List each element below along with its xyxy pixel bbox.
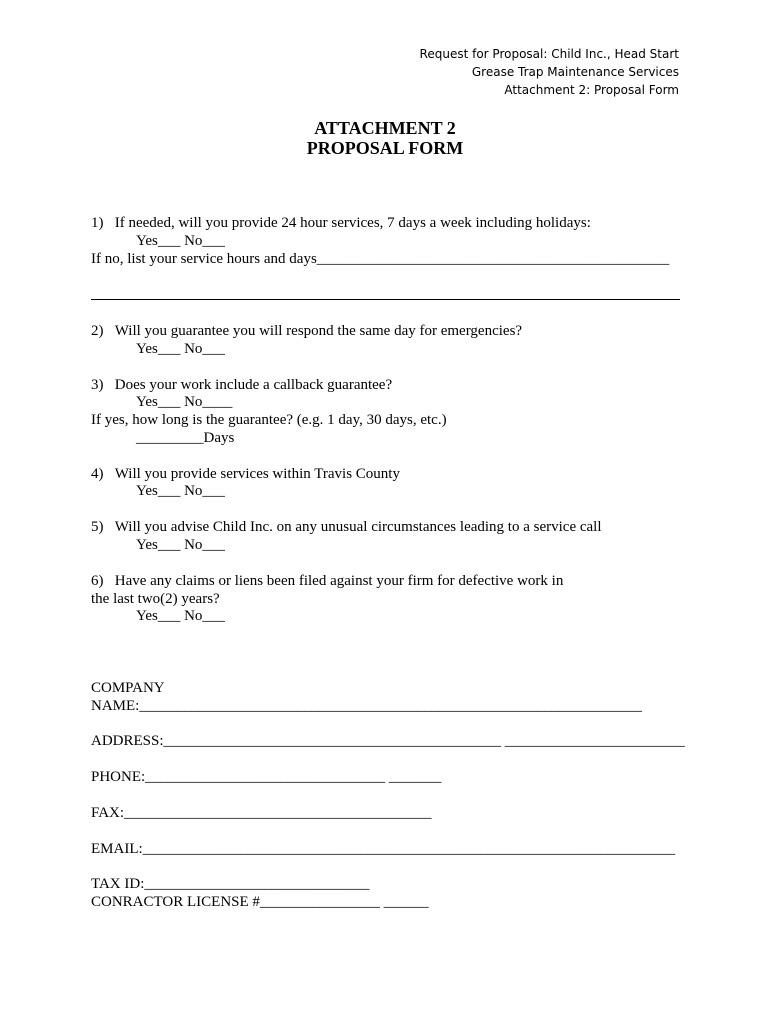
header-line-rfp: Request for Proposal: Child Inc., Head Start [419, 47, 679, 61]
question-6: 6) Have any claims or liens been filed against your firm for defective work in [91, 573, 564, 589]
question-1: 1) If needed, will you provide 24 hour services, 7 days a week including holidays: [91, 215, 591, 231]
question-6-yes-no[interactable]: Yes___ No___ [136, 608, 225, 624]
question-4-yes-no[interactable]: Yes___ No___ [136, 483, 225, 499]
question-2: 2) Will you guarantee you will respond the same day for emergencies? [91, 323, 523, 339]
company-name-field[interactable]: NAME:___________________________________________________________________ [91, 698, 642, 714]
question-2-yes-no[interactable]: Yes___ No___ [136, 341, 225, 357]
title-proposal-form: PROPOSAL FORM [306, 138, 464, 158]
question-1-service-hours[interactable]: If no, list your service hours and days_______________________________________________ [91, 251, 670, 267]
address-field[interactable]: ADDRESS:_____________________________________________ ________________________ [91, 733, 685, 749]
question-6-continued: the last two(2) years? [91, 591, 220, 607]
question-3-days-field[interactable]: _________Days [136, 430, 235, 446]
question-4: 4) Will you provide services within Travis County [91, 466, 400, 482]
question-1-yes-no[interactable]: Yes___ No___ [136, 233, 225, 249]
question-5: 5) Will you advise Child Inc. on any unusual circumstances leading to a service call [91, 519, 602, 535]
document-header [420, 45, 679, 99]
question-3-yes-no[interactable]: Yes___ No____ [136, 394, 233, 410]
title-attachment: ATTACHMENT 2 [314, 118, 456, 138]
question-3: 3) Does your work include a callback guarantee? [91, 377, 393, 393]
question-3-followup: If yes, how long is the guarantee? (e.g. 1 day, 30 days, etc.) [91, 412, 447, 428]
blank-line[interactable] [91, 299, 680, 300]
question-5-yes-no[interactable]: Yes___ No___ [136, 537, 225, 553]
phone-field[interactable]: PHONE:________________________________ _______ [91, 769, 442, 785]
email-field[interactable]: EMAIL:_______________________________________________________________________ [91, 841, 676, 857]
header-line-services: Grease Trap Maintenance Services [471, 65, 679, 79]
company-label: COMPANY [91, 680, 165, 696]
tax-id-field[interactable]: TAX ID:______________________________ [91, 876, 370, 892]
fax-field[interactable]: FAX:_________________________________________ [91, 805, 432, 821]
contractor-license-field[interactable]: CONRACTOR LICENSE #________________ ______ [91, 894, 429, 910]
header-line-attachment: Attachment 2: Proposal Form [504, 83, 679, 97]
